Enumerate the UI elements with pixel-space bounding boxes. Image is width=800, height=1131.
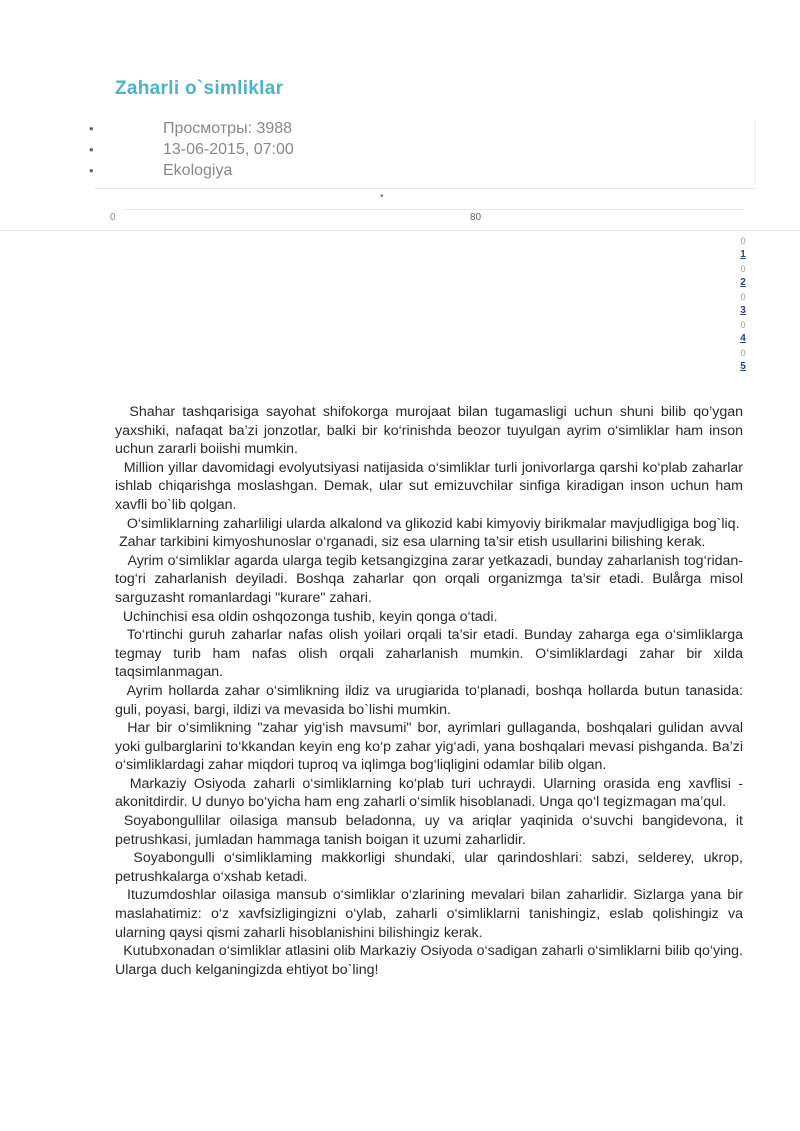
divider — [0, 230, 800, 231]
bullet-icon: • — [89, 142, 94, 157]
article-meta-list — [0, 120, 755, 183]
article-paragraph: Shahar tashqarisiga sayohat shifokorga murojaat bilan tugamasligi uchun shuni bilib qo’ygan yaxshiki, nafaqat ba’zi jonzotlar, balki bir ko‘rinishda beozor tuyulgan ayrim o‘simliklar ham inson uchun zararli boiishi mumkin. — [115, 404, 743, 458]
article-paragraph: Har bir o‘simlikning "zahar yig‘ish mavsumi" bor, ayrimlari gullaganda, boshqalari gulidan avval yoki gulbarglarini to‘kkandan keyin eng ko‘p zahar yig‘adi, yana boshqalari mevasi pishganda. Ba’zi o‘simliklardagi zahar miqdori tuproq va iqlimga bog‘liqligini odamlar bilib olgan. — [115, 720, 743, 774]
page-link-2[interactable]: 2 — [740, 277, 746, 288]
counter-left: 0 — [110, 212, 116, 223]
bullet-icon: • — [89, 163, 94, 178]
article-paragraph: Ayrim hollarda zahar o‘simlikning ildiz va urugiarida to‘planadi, boshqa hollarda butun tanasida: guli, poyasi, bargi, ildizi va mevasida bo`lishi mumkin. — [115, 682, 743, 718]
meta-views — [0, 120, 755, 141]
bullet-icon: • — [89, 121, 94, 136]
page-link-4[interactable]: 4 — [740, 333, 746, 344]
article-paragraph: O‘simliklarning zaharliligi ularda alkalond va glikozid kabi kimyoviy birikmalar mavjudligiga bog`liq. — [115, 515, 740, 532]
views-count: Просмотры: 3988 — [163, 120, 293, 137]
article-paragraph: Ituzumdoshlar oilasiga mansub o‘simliklar o‘zlarining mevalari bilan zaharlidir. Sizlarga yana bir maslahatimiz: o‘z xavfsizligingizni o‘ylab, zaharli o‘simliklarni tanishingiz, eslab qolishingiz va ularning qaysi qismi zaharli hisoblanishini bilishingiz kerak. — [115, 887, 743, 941]
page-link-5[interactable]: 5 — [740, 361, 746, 372]
pager-mark: 0 — [740, 264, 746, 274]
article-body — [115, 403, 743, 979]
pager-mark: 0 — [740, 320, 746, 330]
article-paragraph: Zahar tarkibini kimyoshunoslar o‘rganadi, siz esa ularning ta’sir etish usullarini bilishing kerak. — [115, 534, 706, 551]
counter-right: 80 — [470, 212, 482, 223]
meta-category — [0, 162, 755, 183]
pager-mark: 0 — [740, 292, 746, 302]
article-paragraph: Million yillar davomidagi evolyutsiyasi natijasida o‘simliklar turli jonivorlarga qarshi ko‘plab zaharlar ishlab chiqarishga moslashgan. Demak, ular sut emizuvchilar sinfiga kiradigan inson uchun ham xavfli bo`lib qolgan. — [115, 459, 743, 513]
article-paragraph: To‘rtinchi guruh zaharlar nafas olish yoilari orqali ta’sir etadi. Bunday zaharga ega o‘simliklarga tegmay turib ham nafas olish orqali zaharlanish mumkin. O‘simliklardagi zahar bir xilda taqsimlanmagan. — [115, 627, 743, 681]
article-title[interactable]: Zaharli o`simliklar — [115, 78, 284, 99]
article-paragraph: Uchinchisi esa oldin oshqozonga tushib, keyin qonga o‘tadi. — [115, 608, 498, 625]
center-dot: • — [380, 191, 384, 202]
article-paragraph: Ayrim o‘simliklar agarda ularga tegib ketsangizgina zarar yetkazadi, bunday zaharlanish tog‘ridan-tog‘ri zaharlanish deyiladi. Boshqa zaharlar qon orqali organizmga ta’sir etadi. Bulårga misol sarguzasht romanlardagi "kurare" zahari. — [115, 552, 743, 606]
article-paragraph: Markaziy Osiyoda zaharli o‘simliklarning ko‘plab turi uchraydi. Ularning orasida eng xavflisi - akonitdirdir. U dunyo bo‘yicha ham eng zaharli o‘simlik hisoblanadi. Unga qo‘l tegizmagan ma’qul. — [115, 775, 743, 811]
article-paragraph: Soyabongulli o‘simliklaming makkorligi shundaki, ular qarindoshlari: sabzi, selderey, ukrop, petrushkalarga o‘xshab ketadi. — [115, 850, 743, 885]
page-link-1[interactable]: 1 — [740, 249, 746, 260]
page-nav — [737, 234, 749, 374]
pager-mark: 0 — [740, 348, 746, 358]
category-label: Ekologiya — [163, 162, 233, 179]
publish-date: 13-06-2015, 07:00 — [163, 141, 294, 158]
page-link-3[interactable]: 3 — [740, 305, 746, 316]
pager-mark: 0 — [740, 236, 746, 246]
article-paragraph: Kutubxonadan o‘simliklar atlasini olib Markaziy Osiyoda o‘sadigan zaharli o‘simliklarni bilib qo‘ying. Ularga duch kelganingizda ehtiyot bo`ling! — [115, 943, 743, 978]
meta-date — [0, 141, 755, 162]
article-paragraph: Soyabongullilar oilasiga mansub beladonna, uy va ariqlar yaqinida o‘suvchi bangidevona, it petrushkasi, jumladan hammaga tanish boigan it uzumi zaharlidir. — [115, 813, 743, 848]
divider — [125, 209, 745, 210]
